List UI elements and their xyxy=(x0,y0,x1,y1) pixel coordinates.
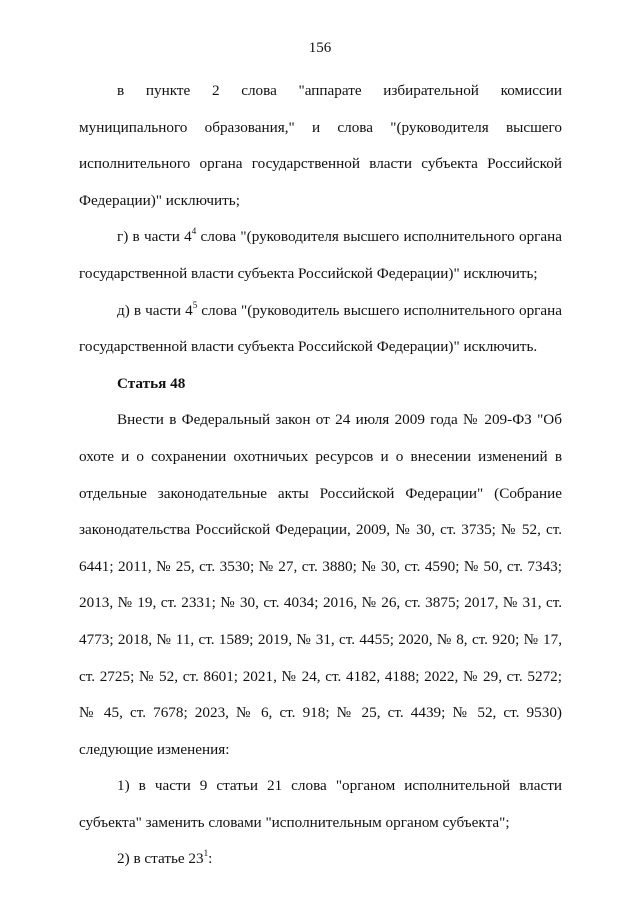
superscript-4: 4 xyxy=(191,226,197,237)
page-number: 156 xyxy=(308,40,332,56)
paragraph-article-intro: Внести в Федеральный закон от 24 июля 2009 года № 209-ФЗ "Об охоте и о сохранении охотничьих ресурсов и о внесении изменений в отдельные законодательные акты Российской Федерации" (Собрание законодательства Российской Федерации, 2009, № 30, ст. 3735; № 52, ст. 6441; 2011, № 25, ст. 3530; № 27, ст. 3880; № 30, ст. 4590; № 50, ст. 7343; 2013, № 19, ст. 2331; № 30, ст. 4034; 2016, № 26, ст. 3875; 2017, № 31, ст. 4773; 2018, № 11, ст. 1589; 2019, № 31, ст. 4455; 2020, № 8, ст. 920; № 17, ст. 2725; № 52, ст. 8601; 2021, № 24, ст. 4182, 4188; 2022, № 29, ст. 5272; № 45, ст. 7678; 2023, № 6, ст. 918; № 25, ст. 4439; № 52, ст. 9530) следующие изменения: xyxy=(79,411,562,758)
paragraph-subitem-g-start: г) в части 4 xyxy=(117,228,192,246)
paragraph-point-2: в пункте 2 слова "аппарате избирательной комиссии муниципального образования," и слова "(руководителя высшего исполнительного органа государственной власти субъекта Российской Федерации)" исключить; xyxy=(79,82,562,209)
paragraph-subitem-d xyxy=(79,293,562,366)
superscript-5: 5 xyxy=(192,299,198,310)
paragraph-item-2 xyxy=(79,841,562,878)
paragraph-subitem-d-start: д) в части 4 xyxy=(117,301,193,319)
paragraph-subitem-g xyxy=(79,219,562,292)
article-heading: Статья 48 xyxy=(117,374,186,392)
document-body xyxy=(79,73,562,878)
paragraph-subitem-g-rest: слова "(руководителя высшего исполнительного органа государственной власти субъекта Российской Федерации)" исключить; xyxy=(79,228,563,282)
paragraph-item-2-rest: : xyxy=(208,850,213,868)
paragraph-item-2-start: 2) в статье 23 xyxy=(117,850,204,868)
paragraph-subitem-d-rest: слова "(руководитель высшего исполнительного органа государственной власти субъекта Российской Федерации)" исключить. xyxy=(79,301,563,356)
paragraph-item-1: 1) в части 9 статьи 21 слова "органом исполнительной власти субъекта" заменить словами "исполнительным органом субъекта"; xyxy=(79,777,562,831)
superscript-1: 1 xyxy=(203,848,209,859)
